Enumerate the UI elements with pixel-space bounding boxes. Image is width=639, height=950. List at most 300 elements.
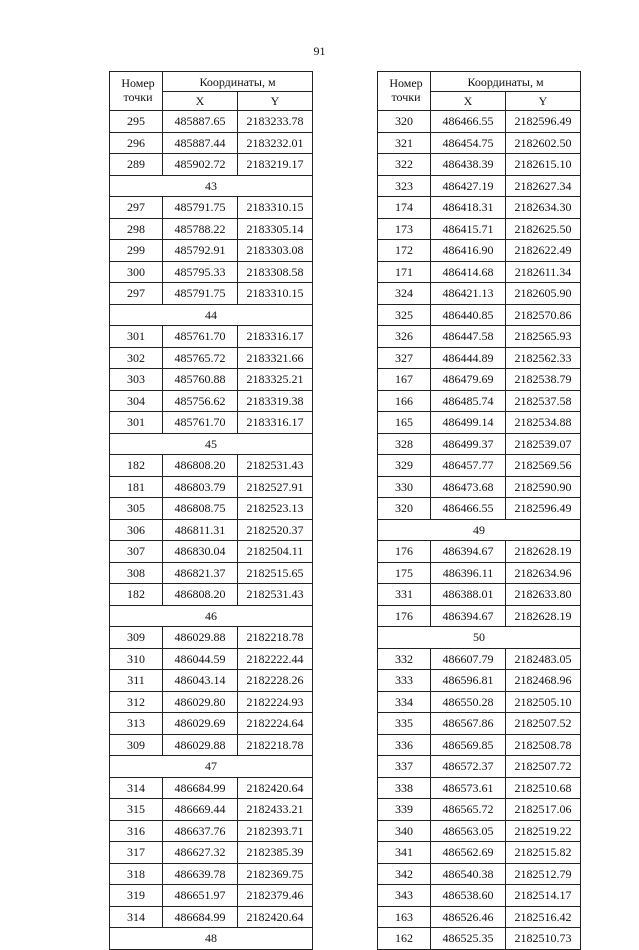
y-coordinate-cell: 2183233.78	[238, 111, 313, 133]
x-coordinate-cell: 485887.44	[163, 132, 238, 154]
y-coordinate-cell: 2182218.78	[238, 734, 313, 756]
point-number-cell: 329	[378, 455, 431, 477]
section-label: 45	[110, 433, 313, 455]
point-number-cell: 321	[378, 132, 431, 154]
y-coordinate-cell: 2182590.90	[506, 476, 581, 498]
table-row	[110, 627, 313, 649]
table-row	[378, 240, 581, 262]
x-coordinate-cell: 486563.05	[431, 820, 506, 842]
y-coordinate-cell: 2182531.43	[238, 584, 313, 606]
y-coordinate-cell: 2182510.68	[506, 777, 581, 799]
table-row	[110, 820, 313, 842]
x-coordinate-cell: 486499.37	[431, 433, 506, 455]
point-number-cell: 162	[378, 928, 431, 950]
point-number-cell: 333	[378, 670, 431, 692]
y-coordinate-cell: 2182512.79	[506, 863, 581, 885]
y-coordinate-cell: 2182534.88	[506, 412, 581, 434]
x-coordinate-cell: 486569.85	[431, 734, 506, 756]
page-number: 91	[313, 44, 326, 58]
table-row	[378, 756, 581, 778]
x-coordinate-cell: 485791.75	[163, 283, 238, 305]
x-coordinate-cell: 486029.88	[163, 627, 238, 649]
point-number-cell: 327	[378, 347, 431, 369]
coordinates-table-left	[109, 71, 313, 950]
section-row	[378, 519, 581, 541]
y-coordinate-cell: 2182628.19	[506, 541, 581, 563]
y-coordinate-cell: 2183310.15	[238, 197, 313, 219]
x-coordinate-cell: 486447.58	[431, 326, 506, 348]
table-row	[378, 670, 581, 692]
x-coordinate-cell: 485788.22	[163, 218, 238, 240]
x-coordinate-cell: 486573.61	[431, 777, 506, 799]
x-coordinate-cell: 485887.65	[163, 111, 238, 133]
y-coordinate-cell: 2182379.46	[238, 885, 313, 907]
x-coordinate-cell: 486607.79	[431, 648, 506, 670]
point-number-cell: 335	[378, 713, 431, 735]
table-row	[110, 369, 313, 391]
left-table-body	[110, 111, 313, 950]
table-row	[110, 326, 313, 348]
coordinates-header: Координаты, м	[163, 72, 313, 92]
point-number-cell: 172	[378, 240, 431, 262]
x-coordinate-cell: 486627.32	[163, 842, 238, 864]
y-coordinate-cell: 2182565.93	[506, 326, 581, 348]
point-number-cell: 334	[378, 691, 431, 713]
point-number-cell: 165	[378, 412, 431, 434]
table-row	[378, 885, 581, 907]
x-coordinate-cell: 485756.62	[163, 390, 238, 412]
y-coordinate-cell: 2183303.08	[238, 240, 313, 262]
point-number-cell: 325	[378, 304, 431, 326]
table-row	[110, 455, 313, 477]
point-number-header: Номер точки	[378, 72, 431, 111]
x-coordinate-cell: 486466.55	[431, 111, 506, 133]
point-number-cell: 316	[110, 820, 163, 842]
point-number-cell: 319	[110, 885, 163, 907]
y-header: Y	[238, 92, 313, 111]
point-number-cell: 297	[110, 197, 163, 219]
point-number-cell: 336	[378, 734, 431, 756]
table-row	[378, 218, 581, 240]
point-number-cell: 173	[378, 218, 431, 240]
section-label: 43	[110, 175, 313, 197]
y-coordinate-cell: 2182515.82	[506, 842, 581, 864]
section-row	[110, 433, 313, 455]
y-coordinate-cell: 2182611.34	[506, 261, 581, 283]
x-coordinate-cell: 485792.91	[163, 240, 238, 262]
y-coordinate-cell: 2182508.78	[506, 734, 581, 756]
table-row	[378, 390, 581, 412]
x-coordinate-cell: 485791.75	[163, 197, 238, 219]
y-coordinate-cell: 2182520.37	[238, 519, 313, 541]
point-number-cell: 302	[110, 347, 163, 369]
point-number-header: Номер точки	[110, 72, 163, 111]
y-coordinate-cell: 2182634.30	[506, 197, 581, 219]
x-coordinate-cell: 486821.37	[163, 562, 238, 584]
point-number-cell: 305	[110, 498, 163, 520]
table-row	[110, 842, 313, 864]
y-coordinate-cell: 2182433.21	[238, 799, 313, 821]
point-number-cell: 330	[378, 476, 431, 498]
table-row	[110, 562, 313, 584]
y-coordinate-cell: 2182562.33	[506, 347, 581, 369]
table-row	[378, 691, 581, 713]
point-number-cell: 311	[110, 670, 163, 692]
point-number-cell: 326	[378, 326, 431, 348]
y-coordinate-cell: 2182570.86	[506, 304, 581, 326]
table-row	[378, 455, 581, 477]
table-row	[378, 433, 581, 455]
y-coordinate-cell: 2182539.07	[506, 433, 581, 455]
table-row	[378, 154, 581, 176]
point-number-cell: 176	[378, 541, 431, 563]
table-row	[110, 218, 313, 240]
y-coordinate-cell: 2182633.80	[506, 584, 581, 606]
x-coordinate-cell: 486567.86	[431, 713, 506, 735]
y-coordinate-cell: 2182627.34	[506, 175, 581, 197]
y-coordinate-cell: 2182531.43	[238, 455, 313, 477]
y-coordinate-cell: 2182420.64	[238, 906, 313, 928]
point-number-cell: 339	[378, 799, 431, 821]
section-label: 46	[110, 605, 313, 627]
table-row	[110, 777, 313, 799]
x-coordinate-cell: 486572.37	[431, 756, 506, 778]
y-coordinate-cell: 2182420.64	[238, 777, 313, 799]
y-coordinate-cell: 2182385.39	[238, 842, 313, 864]
y-coordinate-cell: 2183305.14	[238, 218, 313, 240]
y-coordinate-cell: 2183232.01	[238, 132, 313, 154]
x-coordinate-cell: 486438.39	[431, 154, 506, 176]
x-coordinate-cell: 486421.13	[431, 283, 506, 305]
x-coordinate-cell: 486440.85	[431, 304, 506, 326]
point-number-cell: 181	[110, 476, 163, 498]
x-header: X	[431, 92, 506, 111]
point-number-cell: 167	[378, 369, 431, 391]
section-row	[110, 605, 313, 627]
x-coordinate-cell: 486830.04	[163, 541, 238, 563]
x-coordinate-cell: 486396.11	[431, 562, 506, 584]
x-coordinate-cell: 486808.20	[163, 584, 238, 606]
x-coordinate-cell: 486808.20	[163, 455, 238, 477]
table-row	[378, 476, 581, 498]
table-row	[378, 326, 581, 348]
table-row	[110, 261, 313, 283]
x-coordinate-cell: 486415.71	[431, 218, 506, 240]
x-coordinate-cell: 486029.88	[163, 734, 238, 756]
right-table-body	[378, 111, 581, 950]
point-number-cell: 295	[110, 111, 163, 133]
y-coordinate-cell: 2182634.96	[506, 562, 581, 584]
y-coordinate-cell: 2182228.26	[238, 670, 313, 692]
point-number-cell: 297	[110, 283, 163, 305]
y-coordinate-cell: 2182224.93	[238, 691, 313, 713]
y-coordinate-cell: 2182224.64	[238, 713, 313, 735]
y-coordinate-cell: 2183321.66	[238, 347, 313, 369]
point-number-cell: 299	[110, 240, 163, 262]
y-coordinate-cell: 2182569.56	[506, 455, 581, 477]
point-number-cell: 304	[110, 390, 163, 412]
point-number-cell: 315	[110, 799, 163, 821]
table-row	[378, 799, 581, 821]
x-coordinate-cell: 486029.69	[163, 713, 238, 735]
y-coordinate-cell: 2183319.38	[238, 390, 313, 412]
y-coordinate-cell: 2182218.78	[238, 627, 313, 649]
y-coordinate-cell: 2182222.44	[238, 648, 313, 670]
point-number-cell: 331	[378, 584, 431, 606]
y-coordinate-cell: 2182628.19	[506, 605, 581, 627]
y-coordinate-cell: 2182515.65	[238, 562, 313, 584]
x-coordinate-cell: 486043.14	[163, 670, 238, 692]
x-coordinate-cell: 486562.69	[431, 842, 506, 864]
table-row	[378, 498, 581, 520]
y-coordinate-cell: 2182596.49	[506, 111, 581, 133]
y-coordinate-cell: 2182507.72	[506, 756, 581, 778]
point-number-cell: 318	[110, 863, 163, 885]
point-number-cell: 182	[110, 455, 163, 477]
table-row	[378, 541, 581, 563]
table-row	[378, 820, 581, 842]
x-coordinate-cell: 485760.88	[163, 369, 238, 391]
y-coordinate-cell: 2182625.50	[506, 218, 581, 240]
point-number-cell: 320	[378, 498, 431, 520]
table-row	[110, 283, 313, 305]
y-coordinate-cell: 2182605.90	[506, 283, 581, 305]
table-row	[110, 347, 313, 369]
table-row	[378, 605, 581, 627]
table-row	[378, 369, 581, 391]
point-number-cell: 176	[378, 605, 431, 627]
table-row	[110, 799, 313, 821]
point-number-cell: 317	[110, 842, 163, 864]
point-number-cell: 289	[110, 154, 163, 176]
y-coordinate-cell: 2182527.91	[238, 476, 313, 498]
x-coordinate-cell: 486538.60	[431, 885, 506, 907]
x-coordinate-cell: 486808.75	[163, 498, 238, 520]
table-row	[110, 885, 313, 907]
point-number-cell: 341	[378, 842, 431, 864]
x-coordinate-cell: 485795.33	[163, 261, 238, 283]
y-coordinate-cell: 2182505.10	[506, 691, 581, 713]
point-number-cell: 324	[378, 283, 431, 305]
table-row	[378, 132, 581, 154]
point-number-cell: 171	[378, 261, 431, 283]
table-row	[378, 304, 581, 326]
table-row	[110, 691, 313, 713]
table-row	[110, 412, 313, 434]
section-row	[110, 304, 313, 326]
y-coordinate-cell: 2182622.49	[506, 240, 581, 262]
point-number-cell: 340	[378, 820, 431, 842]
section-label: 50	[378, 627, 581, 649]
table-row	[110, 197, 313, 219]
table-row	[110, 111, 313, 133]
point-number-cell: 298	[110, 218, 163, 240]
section-row	[378, 627, 581, 649]
table-row	[378, 584, 581, 606]
point-number-cell: 175	[378, 562, 431, 584]
point-number-cell: 313	[110, 713, 163, 735]
x-coordinate-cell: 485902.72	[163, 154, 238, 176]
table-row	[110, 240, 313, 262]
section-label: 48	[110, 928, 313, 950]
x-coordinate-cell: 486394.67	[431, 605, 506, 627]
table-row	[110, 670, 313, 692]
x-coordinate-cell: 486485.74	[431, 390, 506, 412]
section-row	[110, 928, 313, 950]
y-coordinate-cell: 2183316.17	[238, 326, 313, 348]
point-number-cell: 337	[378, 756, 431, 778]
table-row	[378, 562, 581, 584]
y-coordinate-cell: 2182393.71	[238, 820, 313, 842]
table-row	[378, 863, 581, 885]
point-number-cell: 300	[110, 261, 163, 283]
x-coordinate-cell: 486684.99	[163, 906, 238, 928]
table-row	[378, 928, 581, 950]
x-coordinate-cell: 486479.69	[431, 369, 506, 391]
table-row	[110, 519, 313, 541]
table-row	[110, 906, 313, 928]
point-number-cell: 328	[378, 433, 431, 455]
y-coordinate-cell: 2182596.49	[506, 498, 581, 520]
x-coordinate-cell: 486803.79	[163, 476, 238, 498]
x-coordinate-cell: 486029.80	[163, 691, 238, 713]
table-row	[110, 154, 313, 176]
x-coordinate-cell: 486669.44	[163, 799, 238, 821]
y-coordinate-cell: 2182615.10	[506, 154, 581, 176]
y-coordinate-cell: 2182369.75	[238, 863, 313, 885]
x-coordinate-cell: 486427.19	[431, 175, 506, 197]
table-row	[378, 347, 581, 369]
x-coordinate-cell: 486684.99	[163, 777, 238, 799]
x-coordinate-cell: 486457.77	[431, 455, 506, 477]
y-coordinate-cell: 2182519.22	[506, 820, 581, 842]
y-coordinate-cell: 2183219.17	[238, 154, 313, 176]
table-row	[110, 863, 313, 885]
table-row	[110, 390, 313, 412]
table-row	[110, 132, 313, 154]
point-number-cell: 303	[110, 369, 163, 391]
point-number-cell: 314	[110, 777, 163, 799]
x-coordinate-cell: 486444.89	[431, 347, 506, 369]
point-number-cell: 312	[110, 691, 163, 713]
table-row	[378, 906, 581, 928]
y-coordinate-cell: 2182468.96	[506, 670, 581, 692]
y-coordinate-cell: 2182516.42	[506, 906, 581, 928]
table-row	[378, 648, 581, 670]
point-number-cell: 307	[110, 541, 163, 563]
y-coordinate-cell: 2182514.17	[506, 885, 581, 907]
point-number-cell: 314	[110, 906, 163, 928]
y-header: Y	[506, 92, 581, 111]
section-row	[110, 756, 313, 778]
table-row	[378, 734, 581, 756]
point-number-cell: 323	[378, 175, 431, 197]
table-row	[378, 197, 581, 219]
y-coordinate-cell: 2182507.52	[506, 713, 581, 735]
coordinates-header: Координаты, м	[431, 72, 581, 92]
section-label: 49	[378, 519, 581, 541]
x-coordinate-cell: 486044.59	[163, 648, 238, 670]
y-coordinate-cell: 2182537.58	[506, 390, 581, 412]
y-coordinate-cell: 2182523.13	[238, 498, 313, 520]
x-coordinate-cell: 485765.72	[163, 347, 238, 369]
table-row	[378, 713, 581, 735]
table-row	[110, 541, 313, 563]
x-coordinate-cell: 486454.75	[431, 132, 506, 154]
table-row	[378, 412, 581, 434]
point-number-cell: 332	[378, 648, 431, 670]
point-number-cell: 306	[110, 519, 163, 541]
table-row	[378, 842, 581, 864]
table-row	[110, 476, 313, 498]
x-coordinate-cell: 486550.28	[431, 691, 506, 713]
point-number-cell: 301	[110, 326, 163, 348]
point-number-cell: 166	[378, 390, 431, 412]
y-coordinate-cell: 2182538.79	[506, 369, 581, 391]
y-coordinate-cell: 2182517.06	[506, 799, 581, 821]
x-coordinate-cell: 486637.76	[163, 820, 238, 842]
x-coordinate-cell: 486526.46	[431, 906, 506, 928]
x-coordinate-cell: 486525.35	[431, 928, 506, 950]
point-number-cell: 301	[110, 412, 163, 434]
y-coordinate-cell: 2183308.58	[238, 261, 313, 283]
x-coordinate-cell: 486394.67	[431, 541, 506, 563]
point-number-cell: 308	[110, 562, 163, 584]
x-header: X	[163, 92, 238, 111]
y-coordinate-cell: 2183316.17	[238, 412, 313, 434]
point-number-cell: 342	[378, 863, 431, 885]
point-number-cell: 163	[378, 906, 431, 928]
section-label: 44	[110, 304, 313, 326]
point-number-cell: 310	[110, 648, 163, 670]
x-coordinate-cell: 486499.14	[431, 412, 506, 434]
table-row	[110, 498, 313, 520]
point-number-cell: 320	[378, 111, 431, 133]
table-row	[378, 111, 581, 133]
x-coordinate-cell: 486639.78	[163, 863, 238, 885]
y-coordinate-cell: 2182483.05	[506, 648, 581, 670]
coordinates-table-right	[377, 71, 581, 950]
point-number-cell: 322	[378, 154, 431, 176]
x-coordinate-cell: 486414.68	[431, 261, 506, 283]
point-number-cell: 182	[110, 584, 163, 606]
y-coordinate-cell: 2183310.15	[238, 283, 313, 305]
x-coordinate-cell: 486651.97	[163, 885, 238, 907]
table-row	[378, 777, 581, 799]
y-coordinate-cell: 2182510.73	[506, 928, 581, 950]
y-coordinate-cell: 2183325.21	[238, 369, 313, 391]
x-coordinate-cell: 485761.70	[163, 326, 238, 348]
x-coordinate-cell: 486418.31	[431, 197, 506, 219]
x-coordinate-cell: 486416.90	[431, 240, 506, 262]
x-coordinate-cell: 486565.72	[431, 799, 506, 821]
point-number-cell: 174	[378, 197, 431, 219]
point-number-cell: 338	[378, 777, 431, 799]
table-row	[110, 584, 313, 606]
table-row	[378, 261, 581, 283]
x-coordinate-cell: 486388.01	[431, 584, 506, 606]
point-number-cell: 296	[110, 132, 163, 154]
x-coordinate-cell: 486596.81	[431, 670, 506, 692]
point-number-cell: 343	[378, 885, 431, 907]
table-row	[378, 283, 581, 305]
section-label: 47	[110, 756, 313, 778]
x-coordinate-cell: 486473.68	[431, 476, 506, 498]
x-coordinate-cell: 485761.70	[163, 412, 238, 434]
table-row	[378, 175, 581, 197]
y-coordinate-cell: 2182602.50	[506, 132, 581, 154]
table-row	[110, 713, 313, 735]
